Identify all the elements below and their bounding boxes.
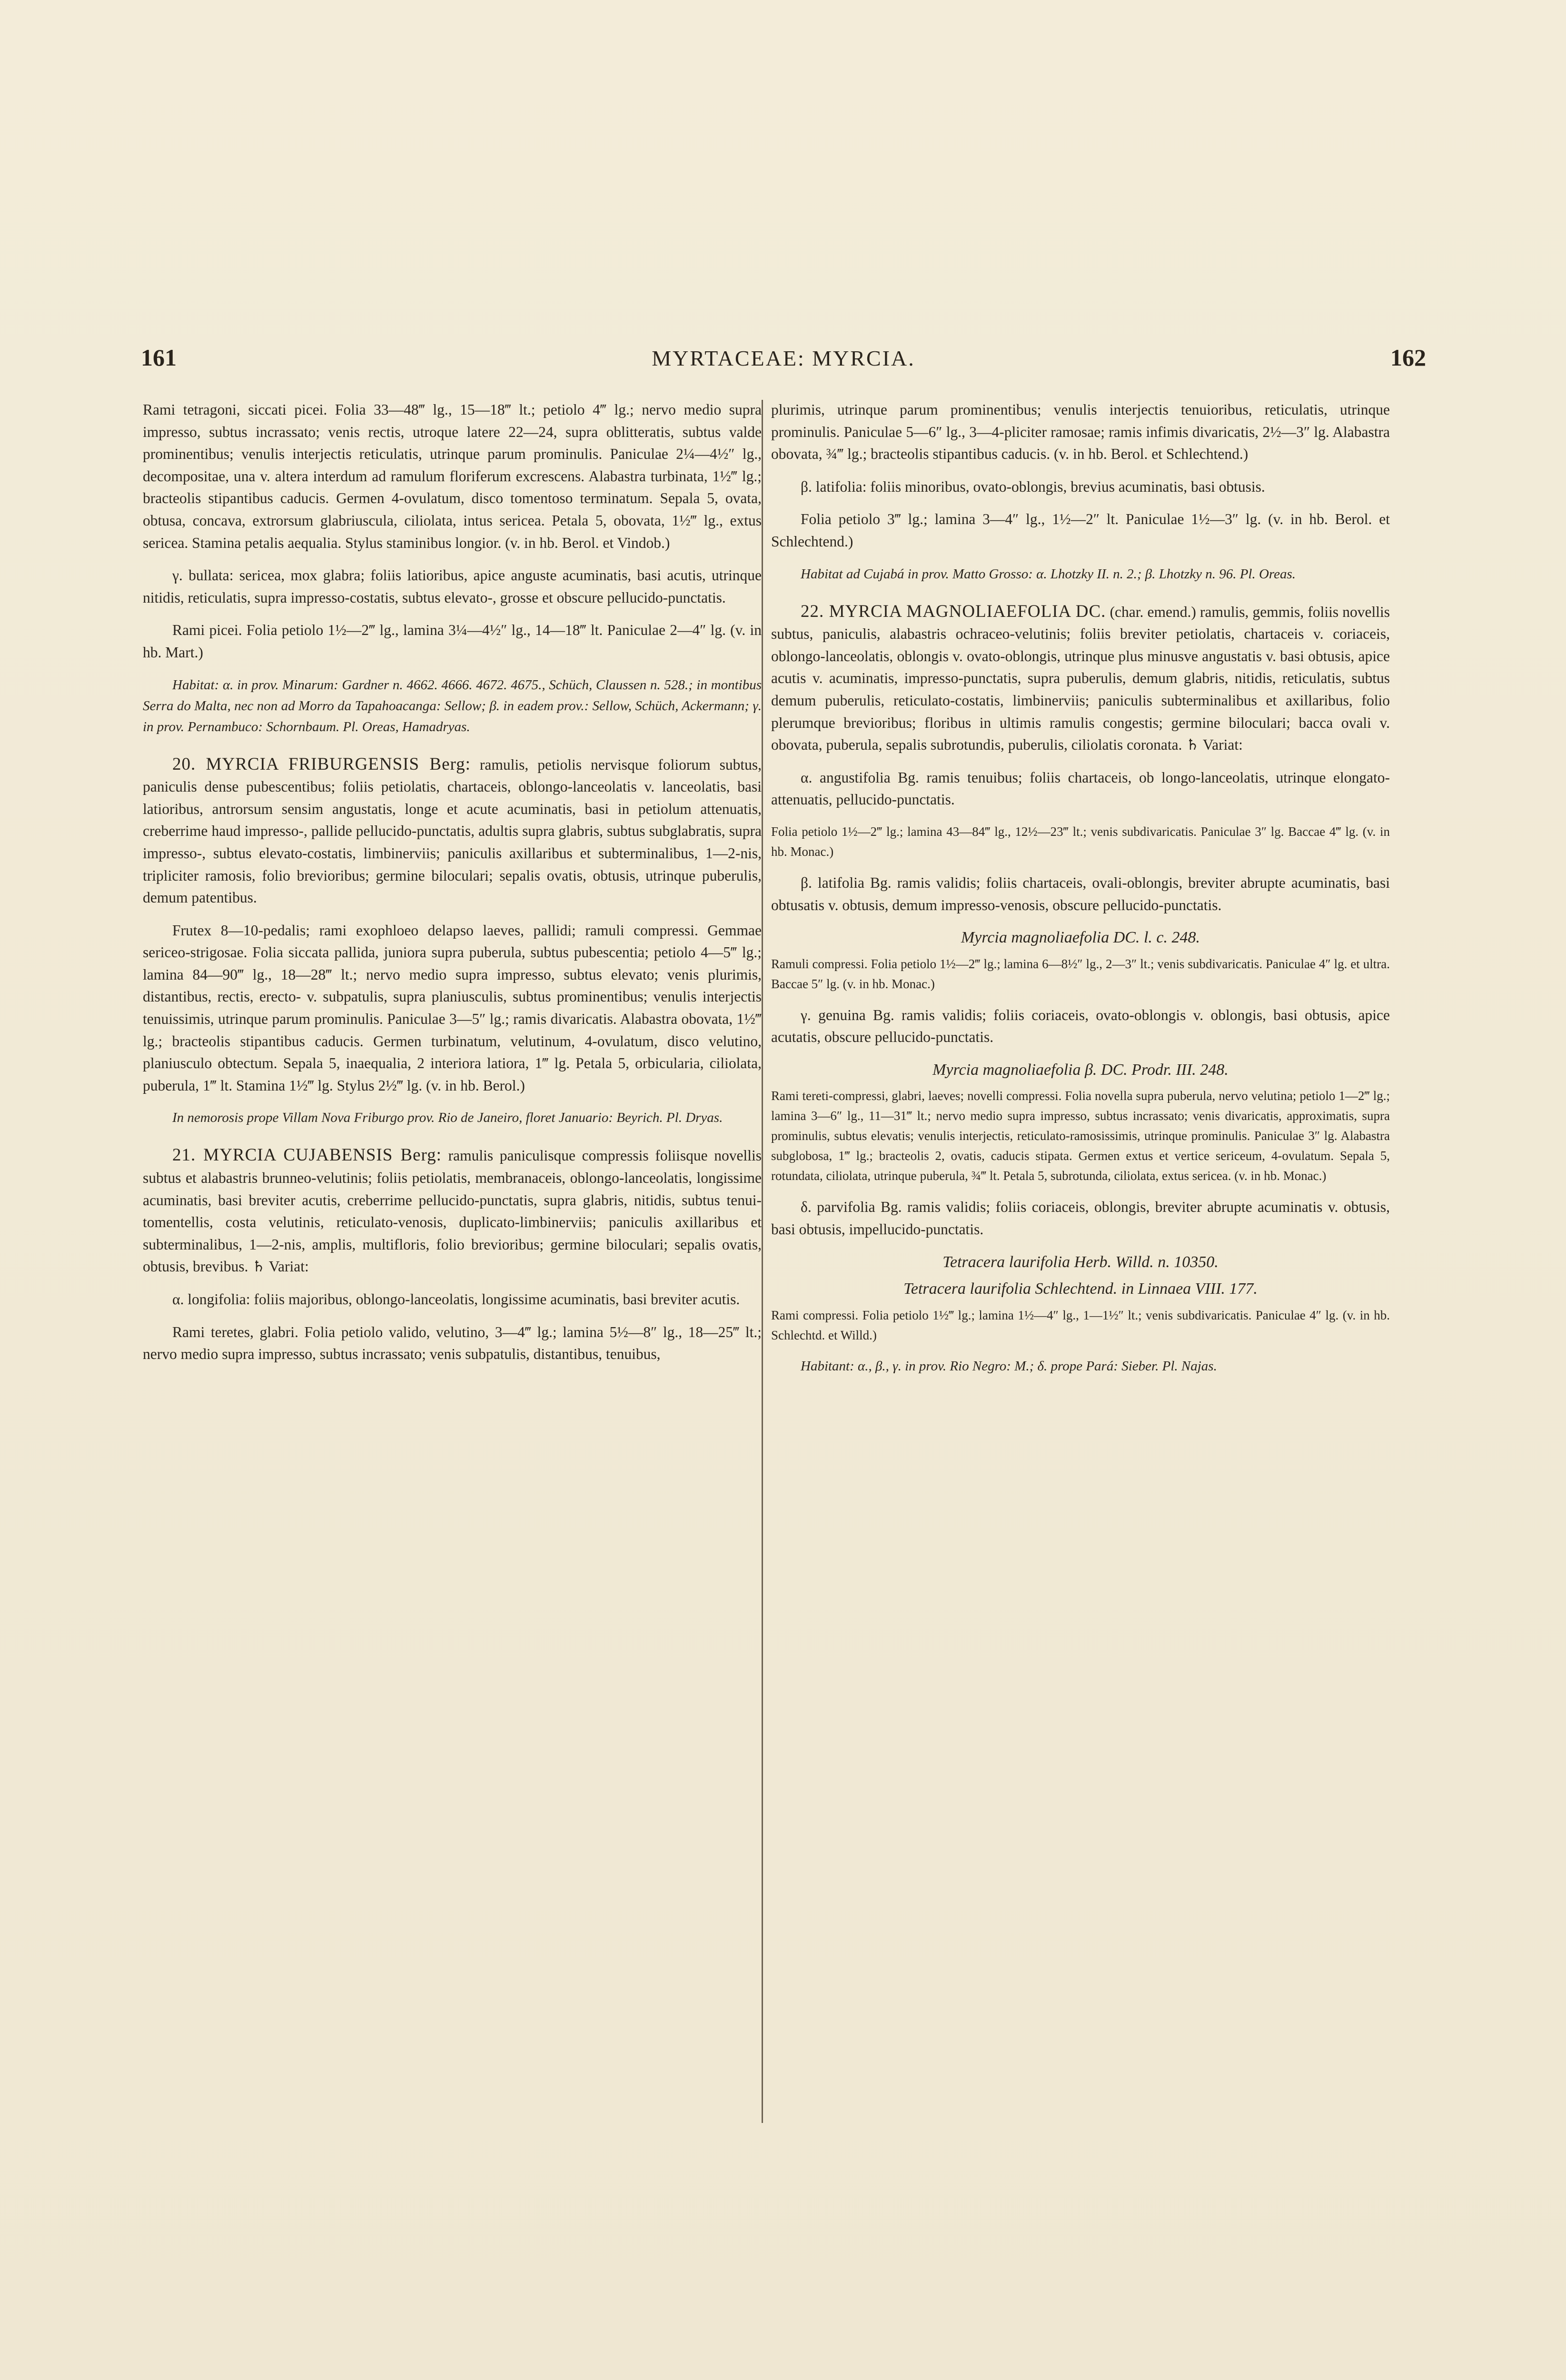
synonym-line xyxy=(771,927,1390,949)
right-column xyxy=(771,399,1390,2303)
paragraph xyxy=(771,872,1390,916)
paragraph xyxy=(143,399,762,554)
paragraph-text: Folia petiolo 3‴ lg.; lamina 3—4″ lg., 1½—2″ lt. Paniculae 1½—3″ lg. (v. in hb. Berol. et Schlechtend.) xyxy=(771,511,1390,550)
paragraph xyxy=(771,508,1390,553)
paragraph-text: Rami teretes, glabri. Folia petiolo valido, velutino, 3—4‴ lg.; lamina 5½—8″ lg., 18—25‴ lt.; nervo medio supra impresso, subtus incrassato; venis subpatulis, distantibus, tenuibus, xyxy=(143,1323,762,1363)
habitat-note xyxy=(143,1107,762,1128)
paragraph-text: α. longifolia: foliis majoribus, oblongo-lanceolatis, longissime acuminatis, basi breviter acutis. xyxy=(172,1291,740,1308)
paragraph-text: Tetracera laurifolia Schlechtend. in Linnaea VIII. 177. xyxy=(903,1280,1258,1298)
paragraph-text: γ. bullata: sericea, mox glabra; foliis latioribus, apice anguste acuminatis, basi acutis, utrinque nitidis, reticulatis, supra impresso-costatis, subtus elevato-, grosse et obscure pellucido-punctatis. xyxy=(143,567,762,606)
paragraph-text: β. latifolia Bg. ramis validis; foliis chartaceis, ovali-oblongis, breviter abrupte acuminatis, basi obtusatis v. obtusis, demum impresso-venosis, obscure pellucido-punctatis. xyxy=(771,874,1390,913)
habitat-note xyxy=(143,674,762,737)
paragraph-text: Habitant: α., β., γ. in prov. Rio Negro: M.; δ. prope Pará: Sieber. Pl. Najas. xyxy=(801,1358,1217,1374)
paragraph xyxy=(771,1086,1390,1186)
paragraph xyxy=(143,920,762,1097)
species-entry xyxy=(143,1144,762,1278)
paragraph-text: Folia petiolo 1½—2‴ lg.; lamina 43—84‴ lg., 12½—23‴ lt.; venis subdivaricatis. Paniculae 3″ lg. Baccae 4‴ lg. (v. in hb. Monac.) xyxy=(771,824,1390,859)
paragraph xyxy=(143,1321,762,1366)
paragraph-text: Myrcia magnoliaefolia DC. l. c. 248. xyxy=(961,929,1200,947)
paragraph xyxy=(143,1289,762,1311)
paragraph-text: Tetracera laurifolia Herb. Willd. n. 10350. xyxy=(942,1253,1219,1271)
habitat-note xyxy=(771,564,1390,585)
paragraph xyxy=(771,1196,1390,1240)
paragraph xyxy=(771,954,1390,994)
page-number-left: 161 xyxy=(141,344,177,371)
paragraph-text: In nemorosis prope Villam Nova Friburgo prov. Rio de Janeiro, floret Januario: Beyrich. Pl. Dryas. xyxy=(172,1110,723,1126)
paragraph xyxy=(143,619,762,664)
paragraph-text: Myrcia magnoliaefolia β. DC. Prodr. III. 248. xyxy=(932,1061,1229,1079)
running-title: MYRTACEAE: MYRCIA. xyxy=(652,346,915,370)
paragraph-text: γ. genuina Bg. ramis validis; foliis coriaceis, ovato-oblongis v. oblongis, basi obtusis, apice acutatis, obscure pellucido-punctatis. xyxy=(771,1006,1390,1046)
paragraph xyxy=(771,1004,1390,1049)
paragraph xyxy=(771,1305,1390,1345)
habitat-note xyxy=(771,1356,1390,1377)
synonym-line xyxy=(771,1059,1390,1081)
paragraph-text: Habitat ad Cujabá in prov. Matto Grosso: α. Lhotzky II. n. 2.; β. Lhotzky n. 96. Pl. Oreas. xyxy=(801,566,1296,582)
paragraph-text: ramulis, petiolis nervisque foliorum subtus, paniculis dense pubescentibus; foliis petiolatis, chartaceis, oblongo-lanceolatis v. lanceolatis, basi latioribus, antrorsum sensim angustatis, longe et acute acuminatis, basi in petiolum attenuatis, creberrime haud impresso-, pallide pellucido-punctatis, adultis supra glabris, subtus subglabratis, supra impresso-, subtus elevato-costatis, limbinerviis; paniculis axillaribus et subterminalibus, 1—2-nis, tripliciter ramosis, folio brevioribus; germine biloculari; sepalis ovatis, obtusis, utrinque puberulis, demum patentibus. xyxy=(143,756,762,906)
paragraph xyxy=(771,476,1390,498)
paragraph-text: Rami tetragoni, siccati picei. Folia 33—48‴ lg., 15—18‴ lt.; petiolo 4‴ lg.; nervo medio supra impresso, subtus incrassato; venis rectis, utroque latere 22—24, supra oblitteratis, subtus valde prominentibus; venulis interjectis reticulatis, utrinque parum prominulis. Paniculae 2¼—4½″ lg., decompositae, una v. altera interdum ad ramulum floriferum excrescens. Alabastra turbinata, 1½‴ lg.; bracteolis stipantibus caducis. Germen 4-ovulatum, disco tomentoso terminatum. Sepala 5, ovata, obtusa, concava, extrorsum glabriuscula, ciliolata, intus sericea. Petala 5, obovata, 1½‴ lg., extus sericea. Stamina petalis aequalia. Stylus staminibus longior. (v. in hb. Berol. et Vindob.) xyxy=(143,401,762,551)
synonym-line xyxy=(771,1251,1390,1274)
paragraph xyxy=(143,565,762,609)
left-column xyxy=(143,399,762,2303)
page-header xyxy=(141,344,1426,387)
paragraph-text: δ. parvifolia Bg. ramis validis; foliis coriaceis, oblongis, breviter abrupte acuminatis v. obtusis, basi obtusis, impellucido-punctatis. xyxy=(771,1199,1390,1238)
paragraph-text: Rami picei. Folia petiolo 1½—2‴ lg., lamina 3¼—4½″ lg., 14—18‴ lt. Paniculae 2—4″ lg. (v. in hb. Mart.) xyxy=(143,622,762,661)
paragraph-text: (char. emend.) ramulis, gemmis, foliis novellis subtus, paniculis, alabastris ochraceo-velutinis; foliis breviter petiolatis, chartaceis v. coriaceis, oblongo-lanceolatis, oblongis v. ovato-oblongis, utrinque plus minusve angustatis v. basi obtusis, apice acutis v. acuminatis, impresso-punctatis, supra puberulis, demum glabris, nitidis, reticulatis, subtus demum puberulis, reticulato-costatis, limbinerviis; paniculis subterminalibus et axillaribus, folio plerumque brevioribus; floribus in ultimis ramulis congestis; germine biloculari; bacca ovali v. obovata, puberula, sepalis subrotundis, puberulis, ciliolatis coronata. ♄ Variat: xyxy=(771,603,1390,754)
paragraph-text: Ramuli compressi. Folia petiolo 1½—2‴ lg.; lamina 6—8½″ lg., 2—3″ lt.; venis subdivaricatis. Paniculae 4″ lg. et ultra. Baccae 5″ lg. (v. in hb. Monac.) xyxy=(771,956,1390,991)
paragraph-text: Frutex 8—10-pedalis; rami exophloeo delapso laeves, pallidi; ramuli compressi. Gemmae sericeo-strigosae. Folia siccata pallida, juniora supra puberula, subtus pubescentia; petiolo 4—5‴ lg.; lamina 84—90‴ lg., 18—28‴ lt.; nervo medio supra impresso, subtus elevato; venis plurimis, distantibus, rectis, erecto- v. subpatulis, supra planiusculis, subtus prominentibus; venulis interjectis tenuissimis, utrinque parum prominulis. Paniculae 3—5″ lg.; ramis divaricatis. Alabastra obovata, 1½‴ lg.; bracteolis stipantibus caducis. Germen turbinatum, velutinum, 4-ovulatum, disco velutino, planiusculo obtectum. Sepala 5, inaequalia, 2 interiora latiora, 1‴ lg. Petala 5, orbicularia, ciliolata, puberula, 1‴ lt. Stamina 1½‴ lg. Stylus 2½‴ lg. (v. in hb. Berol.) xyxy=(143,922,762,1094)
paragraph-text: ramulis paniculisque compressis foliisque novellis subtus et alabastris brunneo-velutinis; foliis petiolatis, membranaceis, oblongo-lanceolatis, longissime acuminatis, basi breviter acutis, creberrime pellucido-punctatis, supra glabris, nitidis, subtus tenui-tomentellis, costa velutinis, reticulato-venosis, duplicato-limbinerviis; paniculis axillaribus et subterminalibus, 1—2-nis, amplis, multifloris, folio brevioribus; germine biloculari; sepalis ovatis, obtusis, brevibus. ♄ Variat: xyxy=(143,1147,762,1275)
paragraph-text: Rami tereti-compressi, glabri, laeves; novelli compressi. Folia novella supra puberula, nervo velutina; petiolo 1—2‴ lg.; lamina 3—6″ lg., 11—31‴ lt.; nervo medio supra impresso, subtus incrassato; venis divaricatis, approximatis, supra prominulis, subtus elevatis; venulis interjectis, reticulato-ramosissimis, utrinque prominulis. Paniculae 3″ lg. Alabastra subglobosa, 1‴ lg.; bracteolis 2, ovatis, caducis stipata. Germen extus et vertice sericeum, 4-ovulatum. Sepala 5, rotundata, ciliolata, utrinque puberula, ¾‴ lt. Petala 5, subrotunda, ciliolata, extus sericea. (v. in hb. Monac.) xyxy=(771,1089,1390,1183)
paragraph xyxy=(771,822,1390,862)
paragraph-text: Rami compressi. Folia petiolo 1½‴ lg.; lamina 1½—4″ lg., 1—1½″ lt.; venis subdivaricatis. Paniculae 4″ lg. (v. in hb. Schlechtd. et Willd.) xyxy=(771,1308,1390,1342)
paragraph-text: Habitat: α. in prov. Minarum: Gardner n. 4662. 4666. 4672. 4675., Schüch, Claussen n. 528.; in montibus Serra do Malta, nec non ad Morro da Tapahoacanga: Sellow; β. in eadem prov.: Sellow, Schüch, Ackermann; γ. in prov. Pernambuco: Schornbaum. Pl. Oreas, Hamadryas. xyxy=(143,677,762,734)
paragraph xyxy=(771,767,1390,811)
species-entry xyxy=(771,601,1390,756)
species-heading: 22. MYRCIA MAGNOLIAEFOLIA DC. xyxy=(801,601,1106,621)
species-heading: 20. MYRCIA FRIBURGENSIS Berg: xyxy=(172,754,471,774)
synonym-line xyxy=(771,1278,1390,1300)
species-entry xyxy=(143,754,762,909)
paragraph xyxy=(771,399,1390,466)
page-number-right: 162 xyxy=(1390,344,1426,371)
paragraph-text: plurimis, utrinque parum prominentibus; venulis interjectis tenuioribus, reticulatis, utrinque prominulis. Paniculae 5—6″ lg., 3—4-pliciter ramosae; ramis infimis divaricatis, 2½—3″ lg. Alabastra obovata, ¾‴ lg.; bracteolis stipantibus caducis. (v. in hb. Berol. et Schlechtend.) xyxy=(771,401,1390,463)
paragraph-text: α. angustifolia Bg. ramis tenuibus; foliis chartaceis, ob longo-lanceolatis, utrinque elongato-attenuatis, pellucido-punctatis. xyxy=(771,769,1390,808)
paragraph-text: β. latifolia: foliis minoribus, ovato-oblongis, brevius acuminatis, basi obtusis. xyxy=(801,478,1265,495)
species-heading: 21. MYRCIA CUJABENSIS Berg: xyxy=(172,1145,442,1165)
column-divider xyxy=(762,400,763,2123)
